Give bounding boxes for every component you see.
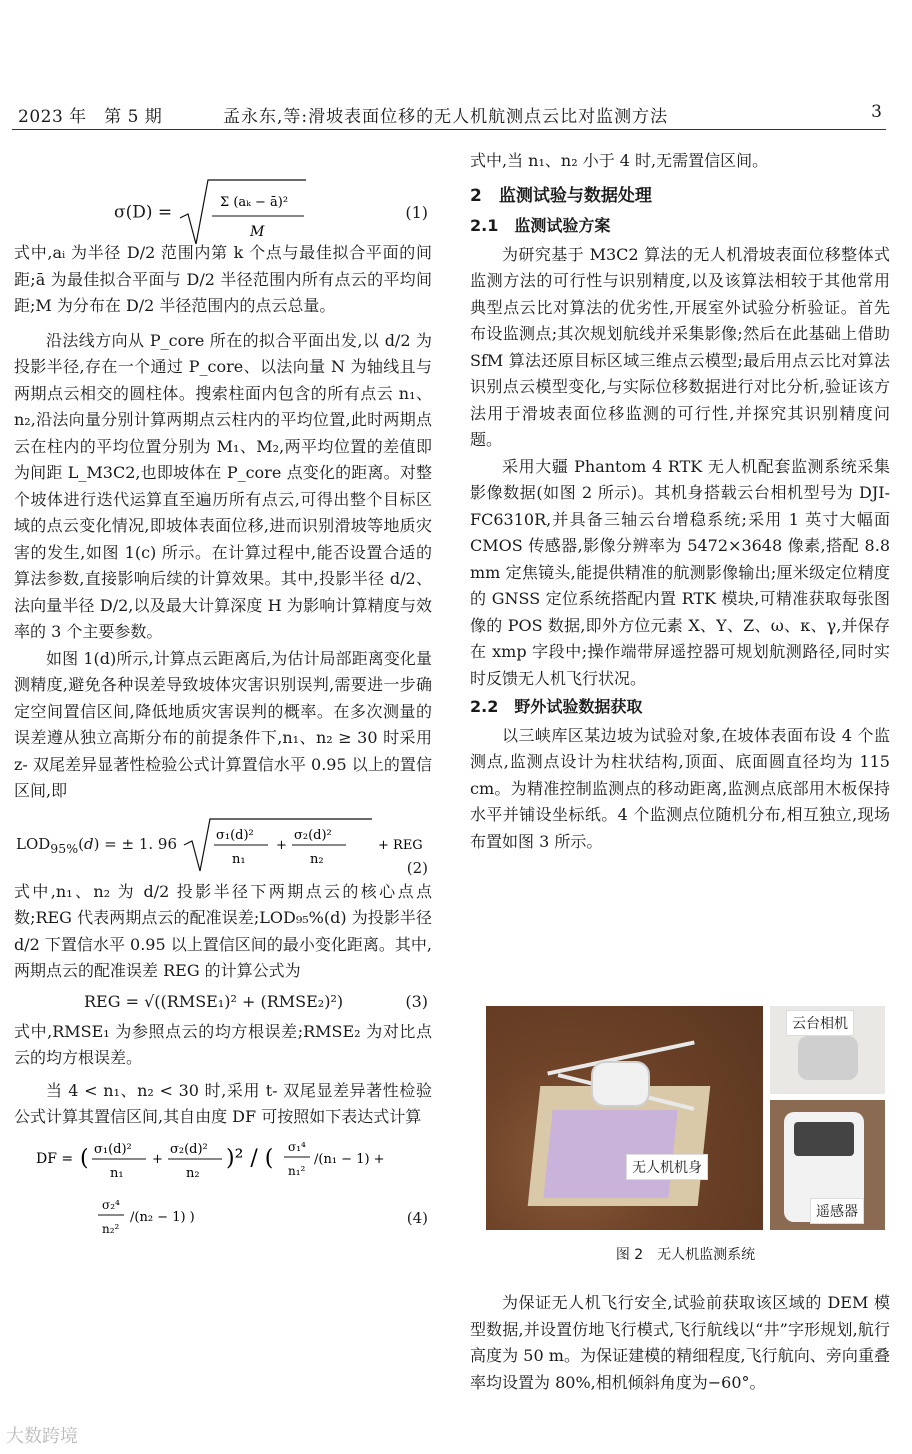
svg-text:+: + xyxy=(275,837,287,853)
svg-text:n₂²: n₂² xyxy=(102,1221,120,1236)
paragraph: 采用大疆 Phantom 4 RTK 无人机配套监测系统采集影像数据(如图 2 所示)。其机身搭载云台相机型号为 DJI-FC6310R,并具备三轴云台增稳系统;采用 1 英寸大幅面 CMOS 传感器,影像分辨率为 5472×3648 像素,搭配 8.8 mm 定焦镜头,能提供精准的航测影像输出;厘米级定位精度的 GNSS 定位系统搭配内置 RTK 模块,可精准获取每张图像的 POS 数据,即外方位元素 X、Y、Z、ω、κ、γ,并保存在 xmp 字段中;操作端带屏遥控器可规划航测路径,同时实时反馈无人机飞行状况。 xyxy=(470,456,890,688)
eq4-formula xyxy=(36,1133,436,1241)
right-column-bottom xyxy=(470,1290,890,1396)
svg-text:σ₂(d)²: σ₂(d)² xyxy=(293,827,332,843)
eq1-number: (1) xyxy=(405,203,428,222)
svg-text:)² / (: )² / ( xyxy=(226,1145,274,1171)
section-heading: 2 监测试验与数据处理 xyxy=(470,185,652,206)
paragraph: 式中,当 n₁、n₂ 小于 4 时,无需置信区间。 xyxy=(470,151,769,170)
eq2-radical xyxy=(182,817,432,873)
svg-text:σ₂(d)²: σ₂(d)² xyxy=(170,1141,208,1157)
label-camera: 云台相机 xyxy=(786,1010,854,1036)
equation-1 xyxy=(14,148,432,240)
equation-4 xyxy=(14,1131,432,1241)
watermark: 大数跨境 xyxy=(6,1426,78,1447)
equation-3 xyxy=(14,985,432,1019)
paragraph: 为研究基于 M3C2 算法的无人机滑坡表面位移整体式监测方法的可行性与识别精度,以及该算法相较于其他常用典型点云比对算法的优劣性,开展室外试验分析验证。首先布设监测点;其次规划航线并采集影像;然后在此基础上借助 SfM 算法还原目标区域三维点云模型;最后用点云比对算法识别点云模型变化,与实际位移数据进行对比分析,验证该方法用于滑坡表面位移监测的可行性,并探究其识别精度问题。 xyxy=(470,244,890,449)
paragraph: 式中,n₁、n₂ 为 d/2 投影半径下两期点云的核心点点数;REG 代表两期点云的配准误差;LOD₉₅%(d) 为投影半径 d/2 下置信水平 0.95 以上置信区间的最小变化距离。其中,两期点云的配准误差 REG 的计算公式为 xyxy=(14,881,432,980)
issue-label: 2023 年 第 5 期 xyxy=(18,107,163,127)
eq4-number: (4) xyxy=(406,1208,428,1227)
eq3-formula: REG = √((RMSE₁)² + (RMSE₂)²) xyxy=(84,991,344,1011)
figure-caption: 图 2 无人机监测系统 xyxy=(615,1247,756,1263)
label-drone-body: 无人机机身 xyxy=(626,1154,708,1180)
eq2-number: (2) xyxy=(406,858,428,877)
header-rule xyxy=(12,129,886,130)
eq3-number: (3) xyxy=(405,991,428,1011)
svg-text:σ₁(d)²: σ₁(d)² xyxy=(94,1141,132,1157)
svg-text:/(n₂ − 1) ): /(n₂ − 1) ) xyxy=(130,1209,195,1225)
svg-text:σ₁(d)²: σ₁(d)² xyxy=(215,827,254,843)
paragraph: 式中,RMSE₁ 为参照点云的均方根误差;RMSE₂ 为对比点云的均方根误差。 xyxy=(14,1021,432,1067)
remote-controller-photo xyxy=(770,1100,885,1230)
paragraph: 为保证无人机飞行安全,试验前获取该区域的 DEM 模型数据,并设置仿地飞行模式,飞行航线以“井”字形规划,航行高度为 50 m。为保证建模的精细程度,飞行航向、旁向重叠率均设置为 80%,相机倾斜角度为−60°。 xyxy=(470,1293,890,1392)
svg-text:(: ( xyxy=(80,1145,89,1171)
right-column xyxy=(470,148,890,855)
eq1-radical xyxy=(178,178,308,248)
drone-icon xyxy=(591,1061,650,1107)
paragraph: 如图 1(d)所示,计算点云距离后,为估计局部距离变化量测精度,避免各种误差导致坡体灾害识别误判,需要进一步确定空间置信区间,降低地质灾害误判的概率。在多次测量的误差遵从独立高斯分布的前提条件下,n₁、n₂ ≥ 30 时采用 z- 双尾差异显著性检验公式计算置信水平 0.95 以上的置信区间,即 xyxy=(14,648,432,800)
svg-text:n₁: n₁ xyxy=(110,1165,124,1181)
svg-text:n₁²: n₁² xyxy=(288,1163,306,1178)
paragraph: 式中,aᵢ 为半径 D/2 范围内第 k 个点与最佳拟合平面的间距;ā 为最佳拟合平面与 D/2 半径范围内所有点云的平均间距;M 为分布在 D/2 半径范围内的点云总量。 xyxy=(14,243,432,315)
svg-text:σ₂⁴: σ₂⁴ xyxy=(102,1197,120,1212)
paragraph: 沿法线方向从 P_core 所在的拟合平面出发,以 d/2 为投影半径,存在一个通过 P_core、以法向量 N 为轴线且与两期点云相交的圆柱体。搜索柱面内包含的所有点云 n₁、n₂,沿法向量分别计算两期点云柱内的平均位置,此时两期点云在柱内的平均位置分别为 M₁、M₂,两平均位置的差值即为间距 L_M3C2,也即坡体在 P_core 点变化的距离。对整个坡体进行迭代运算直至遍历所有点云,可得出整个目标区域的点云变化情况,即坡体表面位移,进而识别滑坡等地质灾害的发生,如图 1(c) 所示。在计算过程中,能否设置合适的算法参数,直接影响后续的计算效果。其中,投影半径 d/2、法向量半径 D/2,以及最大计算深度 H 为影响计算精度与效率的 3 个主要参数。 xyxy=(14,330,432,641)
svg-text:σ₁⁴: σ₁⁴ xyxy=(288,1139,306,1154)
svg-text:M: M xyxy=(249,224,264,240)
svg-text:Σ (aₖ − ā)²: Σ (aₖ − ā)² xyxy=(219,195,288,210)
camera-icon xyxy=(798,1036,858,1080)
left-column xyxy=(14,148,432,1241)
running-title: 孟永东,等:滑坡表面位移的无人机航测点云比对监测方法 xyxy=(223,107,669,127)
subsection-heading: 2.2 野外试验数据获取 xyxy=(470,697,643,716)
equation-2: $LOD_{95\%}(d)$ = ± 1. 96 σ₁(d)² n₁ + σ₂(d)² n₂ + REG (2) xyxy=(14,805,432,879)
page-header xyxy=(18,96,882,126)
svg-text:n₂: n₂ xyxy=(309,851,324,867)
gimbal-camera-photo xyxy=(770,1006,885,1094)
svg-text:/(n₁ − 1) +: /(n₁ − 1) + xyxy=(314,1151,385,1167)
page-number: 3 xyxy=(871,102,882,122)
figure-2 xyxy=(486,1006,885,1230)
svg-text:+ REG: + REG xyxy=(377,837,423,853)
subsection-heading: 2.1 监测试验方案 xyxy=(470,216,611,235)
svg-text:DF =: DF = xyxy=(36,1150,74,1167)
screen-icon xyxy=(794,1122,854,1156)
label-remote: 遥感器 xyxy=(810,1198,864,1224)
paragraph: 以三峡库区某边坡为试验对象,在坡体表面布设 4 个监测点,监测点设计为柱状结构,顶面、底面圆直径均为 115 cm。为精准控制监测点的移动距离,监测点底部用木板保持水平并铺设坐标纸。4 个监测点位随机分布,相互独立,现场布置如图 3 所示。 xyxy=(470,725,890,851)
eq1-lhs: σ(D) = xyxy=(114,202,173,223)
svg-text:n₁: n₁ xyxy=(231,851,246,867)
drone-body-photo xyxy=(486,1006,763,1230)
paragraph: 当 4 < n₁、n₂ < 30 时,采用 t- 双尾显差异著性检验公式计算其置信区间,其自由度 DF 可按照如下表达式计算 xyxy=(14,1080,432,1126)
svg-text:n₂: n₂ xyxy=(186,1165,200,1181)
svg-text:+: + xyxy=(152,1151,163,1167)
